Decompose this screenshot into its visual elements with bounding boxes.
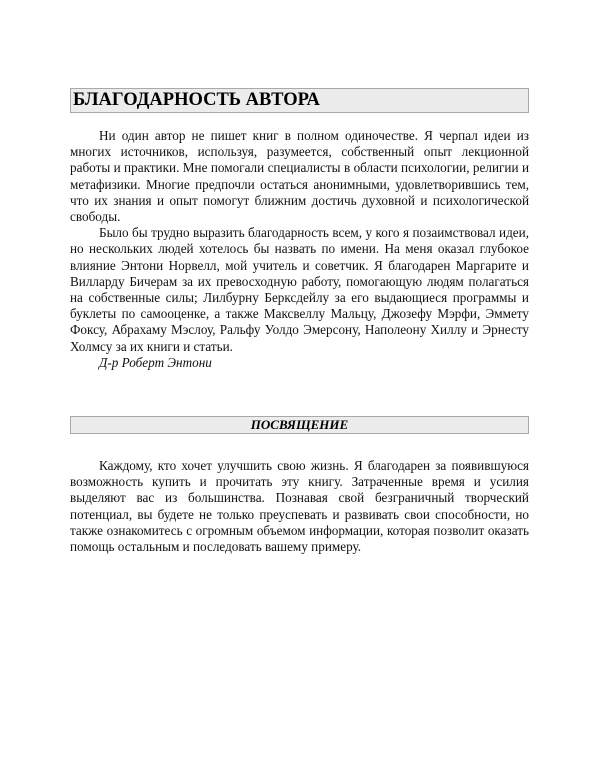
acknowledgements-heading: БЛАГОДАРНОСТЬ АВТОРА — [70, 88, 529, 113]
acknowledgements-paragraph-1: Ни один автор не пишет книг в полном одиночестве. Я черпал идеи из многих источников, используя, разумеется, собственный опыт лекционной работы и практики. Мне помогали специалисты в области психологии, религии и метафизики. Многие предпочли остаться анонимными, удовлетворившись тем, что их знания и опыт помогут ближним достичь духовной и психологической свободы. — [70, 128, 529, 225]
dedication-heading: ПОСВЯЩЕНИЕ — [70, 416, 529, 434]
dedication-paragraph: Каждому, кто хочет улучшить свою жизнь. Я благодарен за появившуюся возможность купить и прочитать эту книгу. Затраченные время и усилия выделяют вас из большинства. Познавая свой безграничный творческий потенциал, вы будете не только преуспевать и развивать свои способности, но также ознакомитесь с огромным объемом информации, которая позволит оказать помощь остальным и последовать вашему примеру. — [70, 458, 529, 555]
author-signature: Д-р Роберт Энтони — [99, 354, 212, 370]
document-page — [70, 88, 529, 555]
acknowledgements-paragraph-2: Было бы трудно выразить благодарность всем, у кого я позаимствовал идеи, но нескольких людей хотелось бы назвать по имени. На меня оказал глубокое влияние Энтони Норвелл, мой учитель и советчик. Я благодарен Маргарите и Вилларду Бичерам за их превосходную работу, помогающую людям полагаться на собственные силы; Лилбурну Берксдейлу за его выдающиеся программы и буклеты по самооценке, а также Максвеллу Мальцу, Джозефу Мэрфи, Эммету Фоксу, Абрахаму Мэслоу, Ральфу Уолдо Эмерсону, Наполеону Хиллу и Эрнесту Холмсу за их книги и статьи. — [70, 225, 529, 354]
